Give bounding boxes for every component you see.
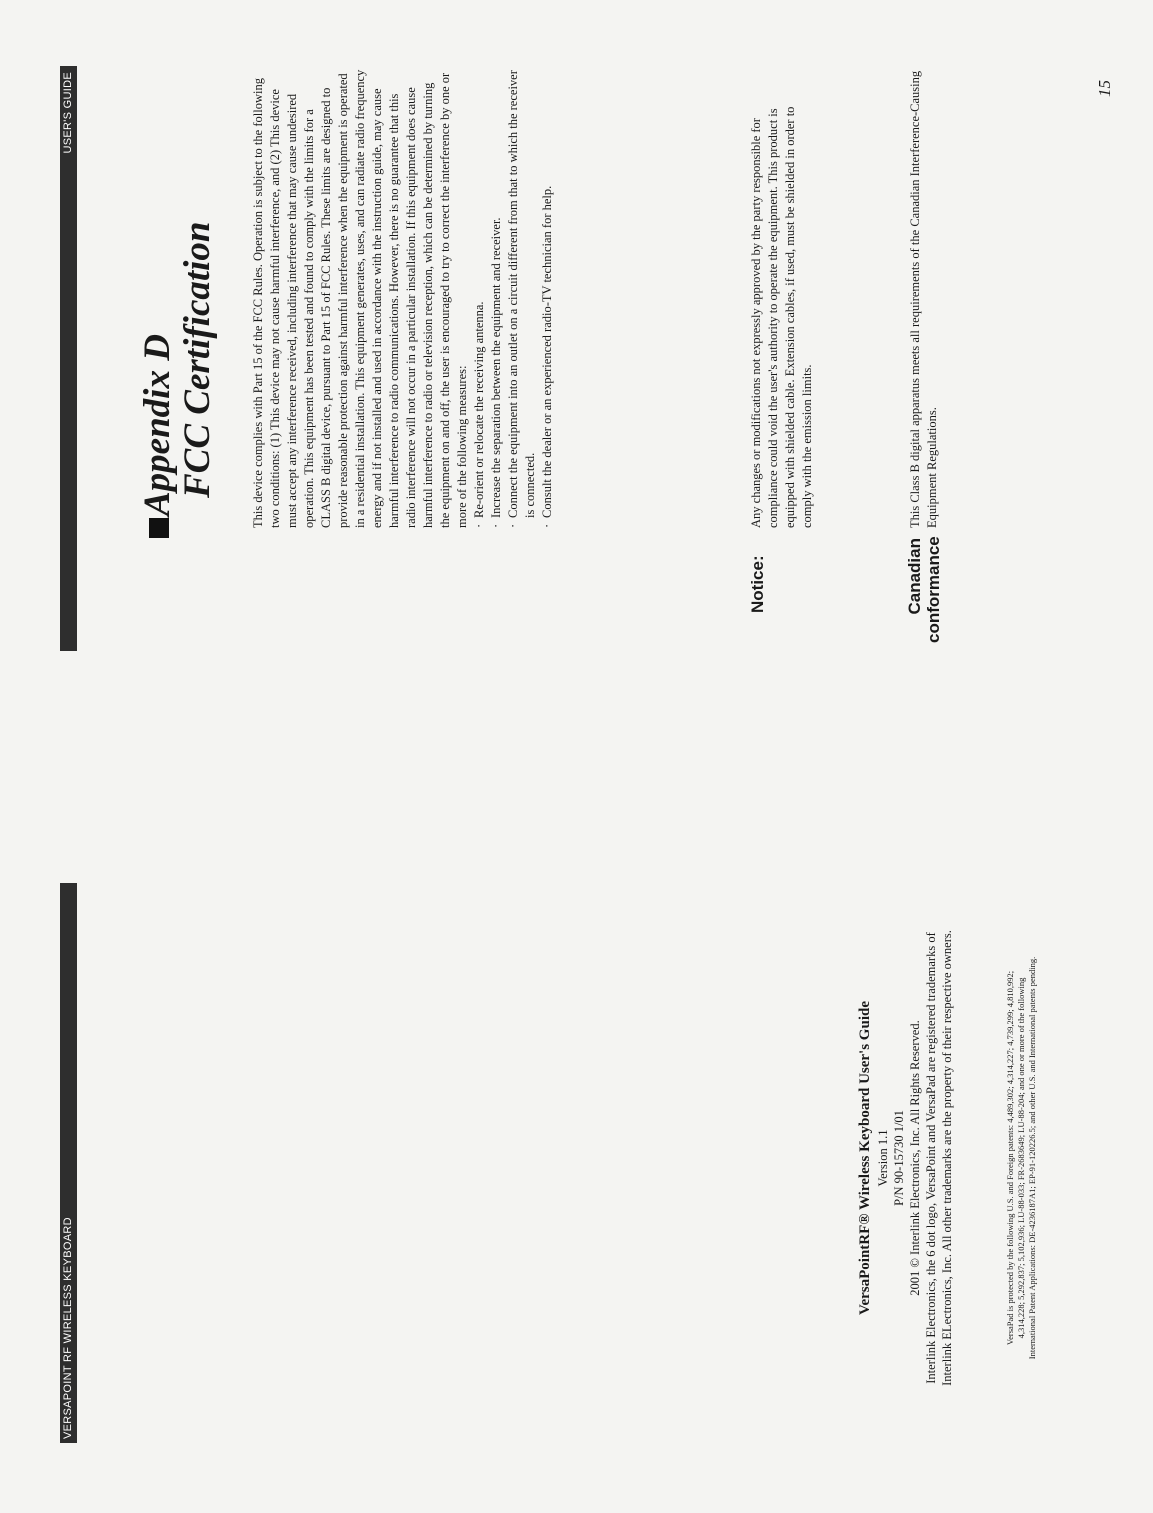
heading-square-icon [149, 518, 169, 538]
header-tab-guide: USER'S GUIDE [60, 66, 77, 651]
canadian-label-line1: Canadian [905, 538, 924, 615]
measures-list [471, 68, 556, 528]
imprint-version: Version 1.1 [876, 1129, 890, 1187]
notice-text: Any changes or modifications not expressly approved by the party responsible for compliance could void the user's authority to operate the equipment. This product is equipped with shielded cable. Extension cables, if used, must be shielded in order to comply with the emission limits. [749, 106, 814, 528]
measure-item: · Increase the separation between the equipment and receiver. [488, 68, 505, 528]
canadian-label-line2: conformance [924, 536, 943, 643]
appendix-title: Appendix D [137, 334, 178, 516]
imprint-block [855, 873, 955, 1443]
notice-label: Notice: [748, 555, 767, 613]
measure-item: · Re-orient or relocate the receiving antenna. [471, 68, 488, 528]
imprint-trademarks-1: Interlink Electronics, the 6 dot logo, VersaPoint and VersaPad are registered trademarks of [924, 932, 938, 1384]
appendix-heading [138, 18, 218, 538]
imprint-copyright: 2001 © Interlink Electronics, Inc. All Rights Reserved. [908, 1020, 922, 1296]
appendix-subtitle: FCC Certification [177, 221, 218, 498]
imprint-title: VersaPointRF® Wireless Keyboard User's Guide [857, 1001, 873, 1315]
measure-item: · Consult the dealer or an experienced radio-TV technician for help. [539, 68, 556, 528]
page-number: 15 [1095, 80, 1114, 97]
canadian-label [905, 538, 943, 643]
fcc-body: This device complies with Part 15 of the FCC Rules. Operation is subject to the following two conditions: (1) This device may not cause harmful interference, and (2) This device must accept any interference received, including interference that may cause undesired operation. This equipment has been tested and found to comply with the limits for a CLASS B digital device, pursuant to Part 15 of FCC Rules. These limits are designed to provide reasonable protection against harmful interference when the equipment is operated in a residential installation. This equipment generates, uses, and can radiate radio frequency energy and if not installed and used in accordance with the instruction guide, may cause harmful interference to radio communications. However, there is no guarantee that this radio interference will not occur in a particular installation. If this equipment does cause harmful interference to radio or television reception, which can be determined by turning the equipment on and off, the user is encouraged to try to correct the interference by one or more of the following measures: [251, 69, 469, 528]
fcc-section [250, 68, 556, 528]
patents-line-1: VersaPad is protected by the following U.S. and Foreign patents: 4,489,302; 4,314,227; 4,739,299; 4,810,992; [1005, 970, 1015, 1346]
patents-line-2: 4,314,228; 5,292,837; 5,102,936; LU-88-033; FR-2683649; LU-88-204; and one or more of the following [1016, 977, 1026, 1339]
measure-item: · Connect the equipment into an outlet on a circuit different from that to which the receiver is connected. [505, 68, 539, 528]
header-tab-product: VERSAPOINT RF WIRELESS KEYBOARD [60, 883, 77, 1443]
imprint-part-number: P/N 90-15730 1/01 [892, 1110, 906, 1206]
patents-block [1005, 863, 1038, 1453]
patents-line-3: International Patent Applications: DE-4236187A1; EP-91-120226.5; and other U.S. and International patents pending. [1027, 956, 1037, 1360]
canadian-text: This Class B digital apparatus meets all requirements of the Canadian Interference-Causing Equipment Regulations. [908, 70, 939, 528]
imprint-trademarks-2: Interlink ELectronics, Inc. All other trademarks are the property of their respective owners. [940, 930, 954, 1386]
